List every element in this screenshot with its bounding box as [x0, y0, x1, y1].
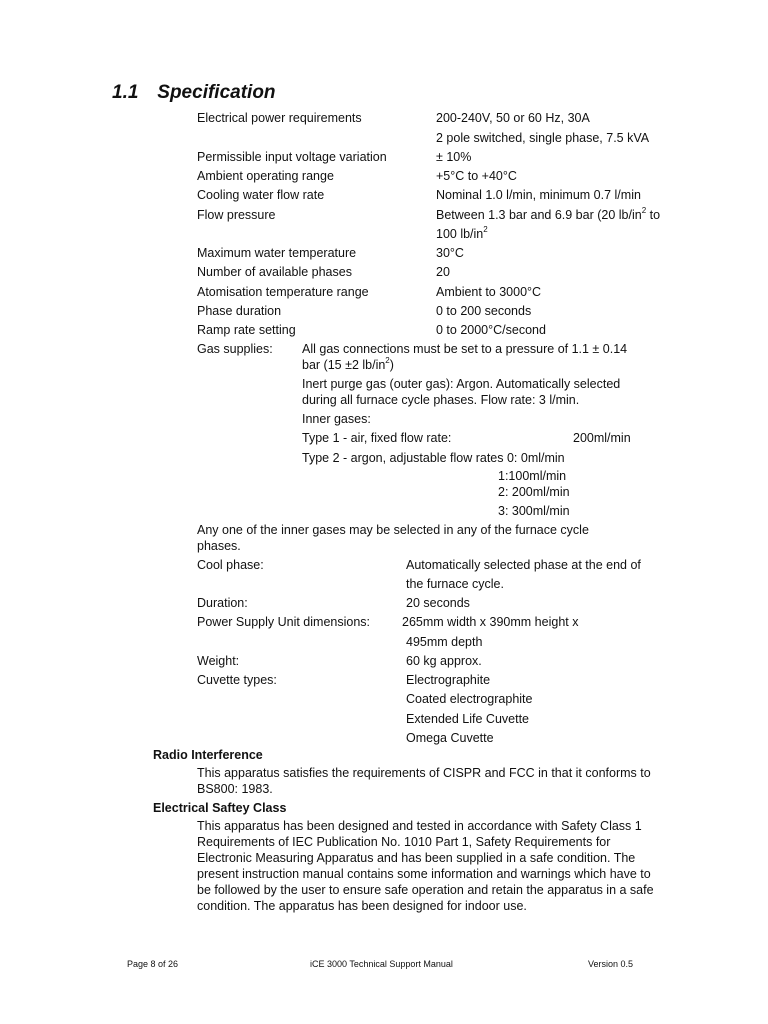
spec-value: Electrographite	[406, 673, 491, 687]
superscript: 2	[483, 225, 488, 234]
flow-rate: 3: 300ml/min	[498, 504, 570, 518]
inner-note: Any one of the inner gases may be selected in any of the furnace cycle	[197, 523, 589, 537]
spec-value	[436, 227, 488, 241]
spec-value: 20	[436, 265, 450, 279]
spec-value: the furnace cycle.	[406, 577, 504, 591]
spec-value: ± 10%	[436, 150, 472, 164]
gas-text	[302, 358, 394, 372]
section-heading	[112, 82, 276, 104]
flow-rate: 2: 200ml/min	[498, 485, 570, 499]
spec-value: 0 to 2000°C/second	[436, 323, 546, 337]
spec-label: Ambient operating range	[197, 169, 334, 183]
spec-value: 30°C	[436, 246, 464, 260]
flow-rate: 1:100ml/min	[498, 469, 567, 483]
spec-value: 20 seconds	[406, 596, 470, 610]
spec-value: Nominal 1.0 l/min, minimum 0.7 l/min	[436, 188, 641, 202]
spec-label: Number of available phases	[197, 265, 352, 279]
spec-value-text: 100 lb/in	[436, 227, 484, 241]
gas-type-1-rate: 200ml/min	[573, 431, 631, 445]
gas-text: All gas connections must be set to a pressure of 1.1 ± 0.14	[302, 342, 628, 356]
spec-value: 2 pole switched, single phase, 7.5 kVA	[436, 131, 650, 145]
spec-value: 265mm width x 390mm height x	[402, 615, 579, 629]
spec-value: 200-240V, 50 or 60 Hz, 30A	[436, 111, 590, 125]
spec-value-text: to	[646, 208, 661, 222]
gas-type-1: Type 1 - air, fixed flow rate:	[302, 431, 452, 445]
inner-note: phases.	[197, 539, 241, 553]
spec-value	[436, 208, 660, 222]
section-title: Specification	[157, 82, 276, 103]
safety-class-text: This apparatus has been designed and tested in accordance with Safety Class 1 Requirements of IEC Publication No. 1010 Part 1, Safety Requirements for Electronic Measuring Apparatus and has been supplied in a safe condition. The present instruction manual contains some information and warnings which have to be followed by the user to ensure safe operation and retain the apparatus in a safe condition. The apparatus has been designed for indoor use.	[197, 819, 654, 913]
safety-class-title: Electrical Saftey Class	[153, 801, 287, 815]
spec-label: Phase duration	[197, 304, 282, 318]
footer-document-title: iCE 3000 Technical Support Manual	[310, 959, 453, 969]
spec-value: 60 kg approx.	[406, 654, 482, 668]
spec-value: 0 to 200 seconds	[436, 304, 532, 318]
footer-page-number: Page 8 of 26	[127, 959, 179, 969]
spec-value: Omega Cuvette	[406, 731, 494, 745]
spec-value: Automatically selected phase at the end of	[406, 558, 641, 572]
superscript: 2	[641, 206, 647, 215]
spec-value: 495mm depth	[406, 635, 483, 649]
spec-label: Cuvette types:	[197, 673, 277, 687]
spec-label: Duration:	[197, 596, 248, 610]
gas-type-2: Type 2 - argon, adjustable flow rates 0: 0ml/min	[302, 451, 565, 465]
spec-label: Permissible input voltage variation	[197, 150, 387, 164]
radio-interference-text: This apparatus satisfies the requirements of CISPR and FCC in that it conforms to BS800: 1983.	[197, 766, 651, 796]
spec-label: Weight:	[197, 654, 240, 668]
footer-version: Version 0.5	[588, 959, 634, 969]
spec-value: Extended Life Cuvette	[406, 712, 529, 726]
gas-text: Inert purge gas (outer gas): Argon. Automatically selected	[302, 377, 621, 391]
spec-label: Ramp rate setting	[197, 323, 296, 337]
inner-gases-label: Inner gases:	[302, 412, 371, 426]
spec-label: Cool phase:	[197, 558, 264, 572]
spec-label: Atomisation temperature range	[197, 285, 369, 299]
gas-text-part: bar (15 ±2 lb/in	[302, 358, 386, 372]
spec-value-text: Between 1.3 bar and 6.9 bar (20 lb/in	[436, 208, 642, 222]
gas-text-part: )	[389, 358, 394, 372]
spec-label: Flow pressure	[197, 208, 276, 222]
spec-value: Coated electrographite	[406, 692, 533, 706]
spec-label: Maximum water temperature	[197, 246, 357, 260]
gas-text: during all furnace cycle phases. Flow rate: 3 l/min.	[302, 393, 580, 407]
spec-label: Power Supply Unit dimensions:	[197, 615, 370, 629]
spec-value: Ambient to 3000°C	[436, 285, 542, 299]
radio-interference-title: Radio Interference	[153, 748, 263, 762]
gas-supplies-label: Gas supplies:	[197, 342, 273, 356]
spec-value: +5°C to +40°C	[436, 169, 517, 183]
section-number: 1.1	[112, 82, 139, 103]
spec-label: Cooling water flow rate	[197, 188, 325, 202]
spec-label: Electrical power requirements	[197, 111, 362, 125]
superscript: 2	[385, 356, 390, 365]
